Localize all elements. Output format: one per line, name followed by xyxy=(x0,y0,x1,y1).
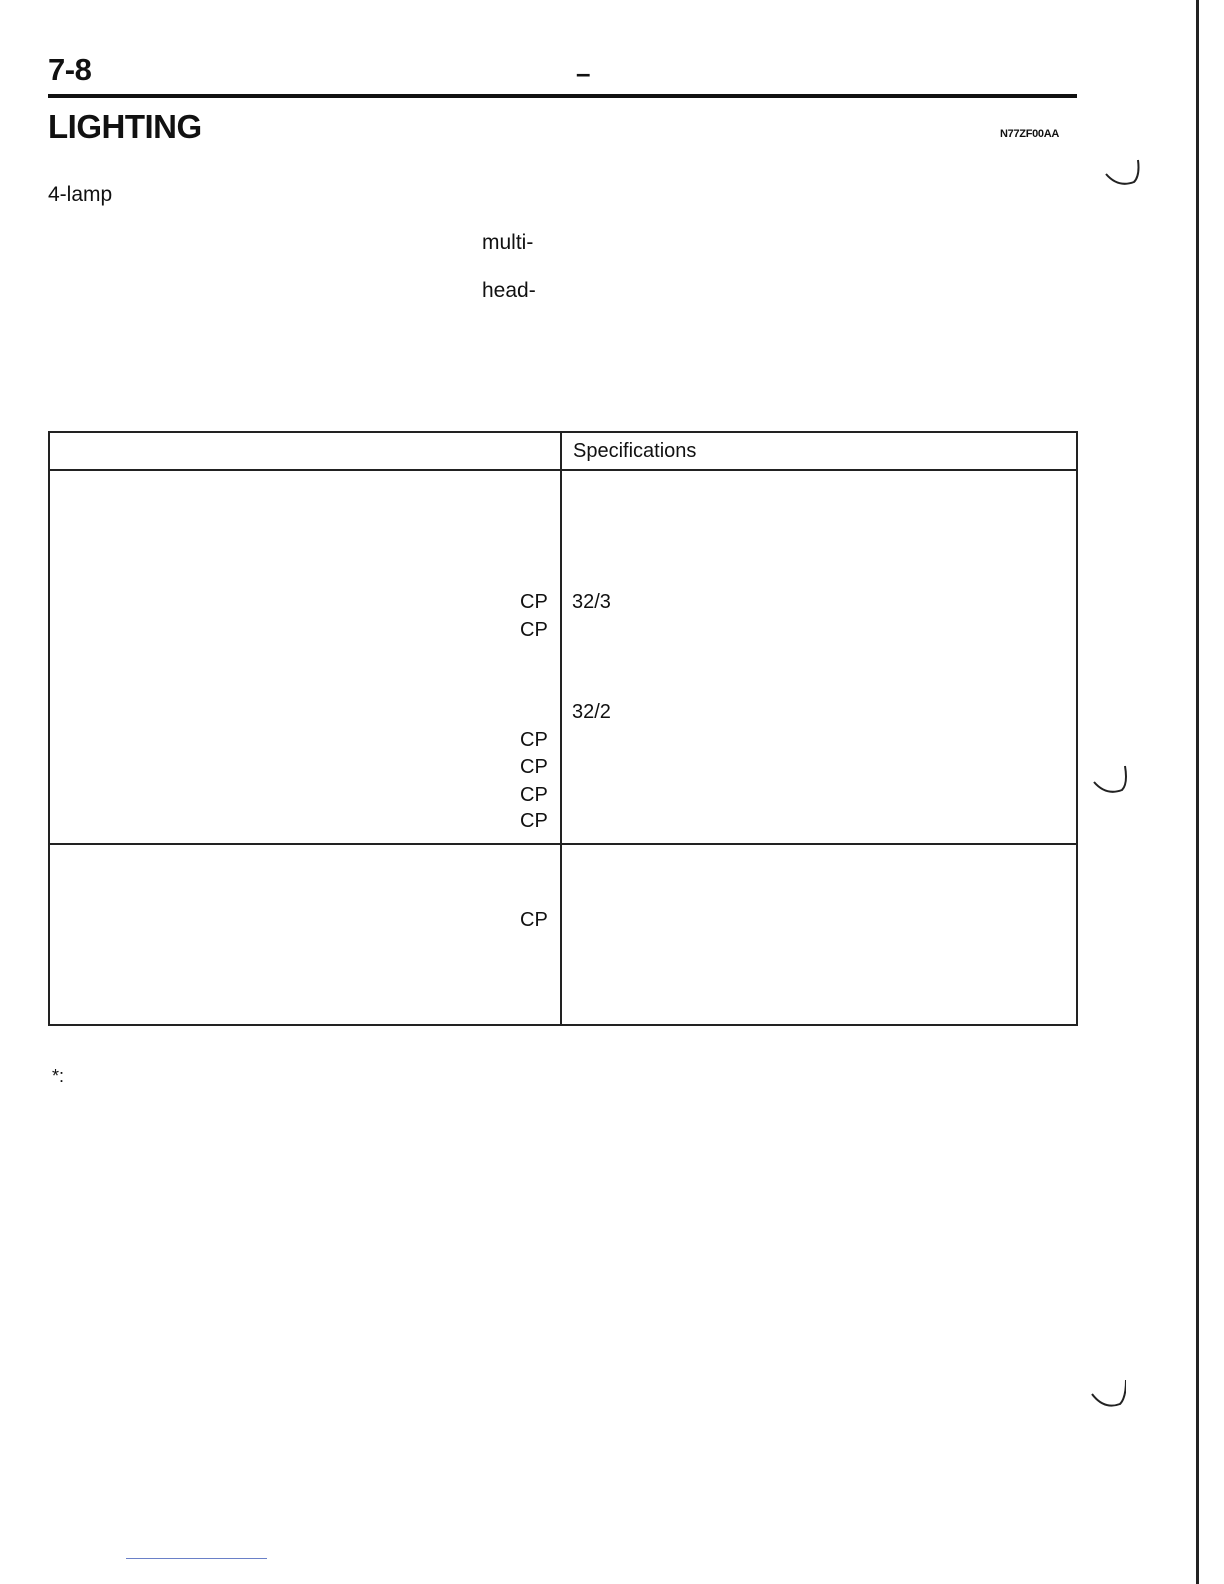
candlepower-label: CP xyxy=(520,784,548,806)
candlepower-label: CP xyxy=(520,619,548,641)
body-text-fragment: multi- xyxy=(482,231,534,254)
table-header-rule xyxy=(48,469,426,471)
binder-edge-rule xyxy=(1196,0,1199,1584)
candlepower-label: CP xyxy=(520,591,548,613)
candlepower-label: CP xyxy=(520,729,548,751)
body-text-fragment: 4-lamp xyxy=(48,183,113,206)
document-code: N77ZF00AA xyxy=(1000,128,1060,140)
candlepower-label: CP xyxy=(520,909,548,931)
binding-hole-icon xyxy=(1090,1376,1126,1412)
header-dash: – xyxy=(576,58,591,88)
binding-hole-icon xyxy=(1092,762,1128,798)
table-section-rule xyxy=(48,843,1076,845)
footnote-marker: *: xyxy=(52,1066,65,1086)
table-header-rule xyxy=(426,469,1076,471)
table-column-divider xyxy=(560,431,562,1024)
page-number: 7-8 xyxy=(48,52,92,87)
spec-value: 32/3 xyxy=(572,591,611,613)
binding-hole-icon xyxy=(1104,156,1140,192)
spec-value: 32/2 xyxy=(572,701,611,723)
bottom-rule xyxy=(126,1558,267,1559)
candlepower-label: CP xyxy=(520,756,548,778)
specifications-table xyxy=(48,431,1078,1026)
table-header-specifications: Specifications xyxy=(573,440,697,462)
section-title: LIGHTING xyxy=(48,108,202,145)
body-text-fragment: head- xyxy=(482,279,536,302)
candlepower-label: CP xyxy=(520,810,548,832)
header-rule xyxy=(48,94,1077,98)
